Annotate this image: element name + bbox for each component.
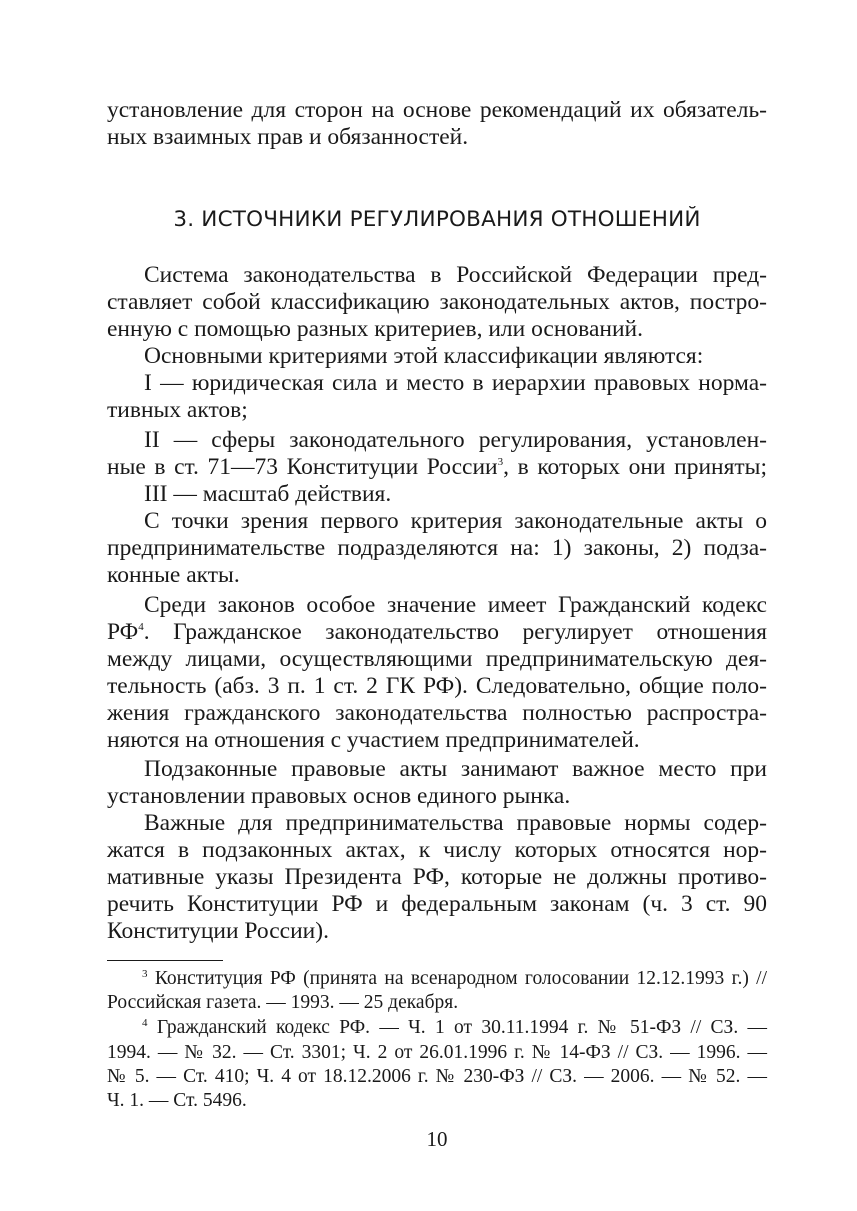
paragraph-line: Важные для предпринимательства правовые нормы содер- (144, 810, 767, 836)
paragraph-line: Основными критериями этой классификации являются: (144, 343, 704, 369)
paragraph-line (107, 619, 767, 646)
paragraph-line: Подзаконные правовые акты занимают важное место при (144, 756, 767, 782)
paragraph-line: жения гражданского законодательства полностью распростра- (107, 700, 767, 726)
text-segment: ные в ст. 71—73 Конституции России (107, 454, 498, 480)
intro-line: ных взаимных прав и обязанностей. (107, 124, 469, 150)
text-segment: РФ (107, 619, 139, 645)
text-segment: Гражданский кодекс РФ. — Ч. 1 от 30.11.1994 г. № 51-ФЗ // СЗ. — (156, 1017, 767, 1038)
paragraph-line: мативные указы Президента РФ, которые не должны противо- (107, 864, 767, 890)
paragraph-line: речить Конституции РФ и федеральным законам (ч. 3 ст. 90 (107, 891, 767, 917)
paragraph-line: С точки зрения первого критерия законодательные акты о (144, 508, 767, 534)
footnote-mark: 3 (142, 968, 148, 980)
text-segment: , в которых они приняты; (503, 454, 767, 480)
paragraph-line: установлении правовых основ единого рынка. (107, 783, 571, 809)
paragraph-line: III — масштаб действия. (144, 481, 392, 507)
paragraph-line: предпринимательстве подразделяются на: 1) законы, 2) подза- (107, 535, 767, 561)
footnote-separator (107, 960, 223, 961)
section-heading: 3. ИСТОЧНИКИ РЕГУЛИРОВАНИЯ ОТНОШЕНИЙ (173, 207, 701, 232)
paragraph-line: Система законодательства в Российской Федерации пред- (144, 262, 767, 288)
paragraph-line: между лицами, осуществляющими предпринимательскую дея- (107, 646, 767, 672)
document-page (107, 0, 767, 1211)
intro-line: установление для сторон на основе рекомендаций их обязатель- (107, 97, 767, 123)
text-segment: Конституция РФ (принята на всенародном голосовании 12.12.1993 г.) // (154, 968, 767, 989)
paragraph-line: Конституции России). (107, 918, 329, 944)
footnote-ref[interactable]: 3 (497, 456, 504, 468)
paragraph-line: II — сферы законодательного регулирования, установлен- (144, 427, 767, 453)
footnote-line (142, 967, 767, 992)
paragraph-line: конные акты. (107, 562, 240, 588)
paragraph-line: енную с помощью разных критериев, или оснований. (107, 316, 643, 342)
footnote-ref[interactable]: 4 (138, 621, 144, 633)
footnote-line: № 5. — Ст. 410; Ч. 4 от 18.12.2006 г. № 230-ФЗ // СЗ. — 2006. — № 52. — (107, 1066, 767, 1087)
footnote-line: 1994. — № 32. — Ст. 3301; Ч. 2 от 26.01.1996 г. № 14-ФЗ // СЗ. — 1996. — (107, 1042, 767, 1063)
footnote-line: Российская газета. — 1993. — 25 декабря. (107, 992, 459, 1013)
footnote-mark: 4 (142, 1017, 148, 1029)
paragraph-line: тивных актов; (107, 397, 248, 423)
footnote-line (142, 1016, 767, 1041)
paragraph-line (107, 454, 767, 481)
paragraph-line: жатся в подзаконных актах, к числу которых относятся нор- (107, 837, 767, 863)
paragraph-line: Среди законов особое значение имеет Гражданский кодекс (144, 592, 767, 618)
footnote-line: Ч. 1. — Ст. 5496. (107, 1090, 247, 1111)
paragraph-line: I — юридическая сила и место в иерархии правовых норма- (144, 370, 767, 396)
paragraph-line: няются на отношения с участием предпринимателей. (107, 727, 640, 753)
paragraph-line: ставляет собой классификацию законодательных актов, постро- (107, 289, 767, 315)
paragraph-line: тельность (абз. 3 п. 1 ст. 2 ГК РФ). Следовательно, общие поло- (107, 673, 767, 699)
text-segment: . Гражданское законодательство регулирует отношения (143, 619, 767, 645)
page-number: 10 (426, 1127, 448, 1151)
